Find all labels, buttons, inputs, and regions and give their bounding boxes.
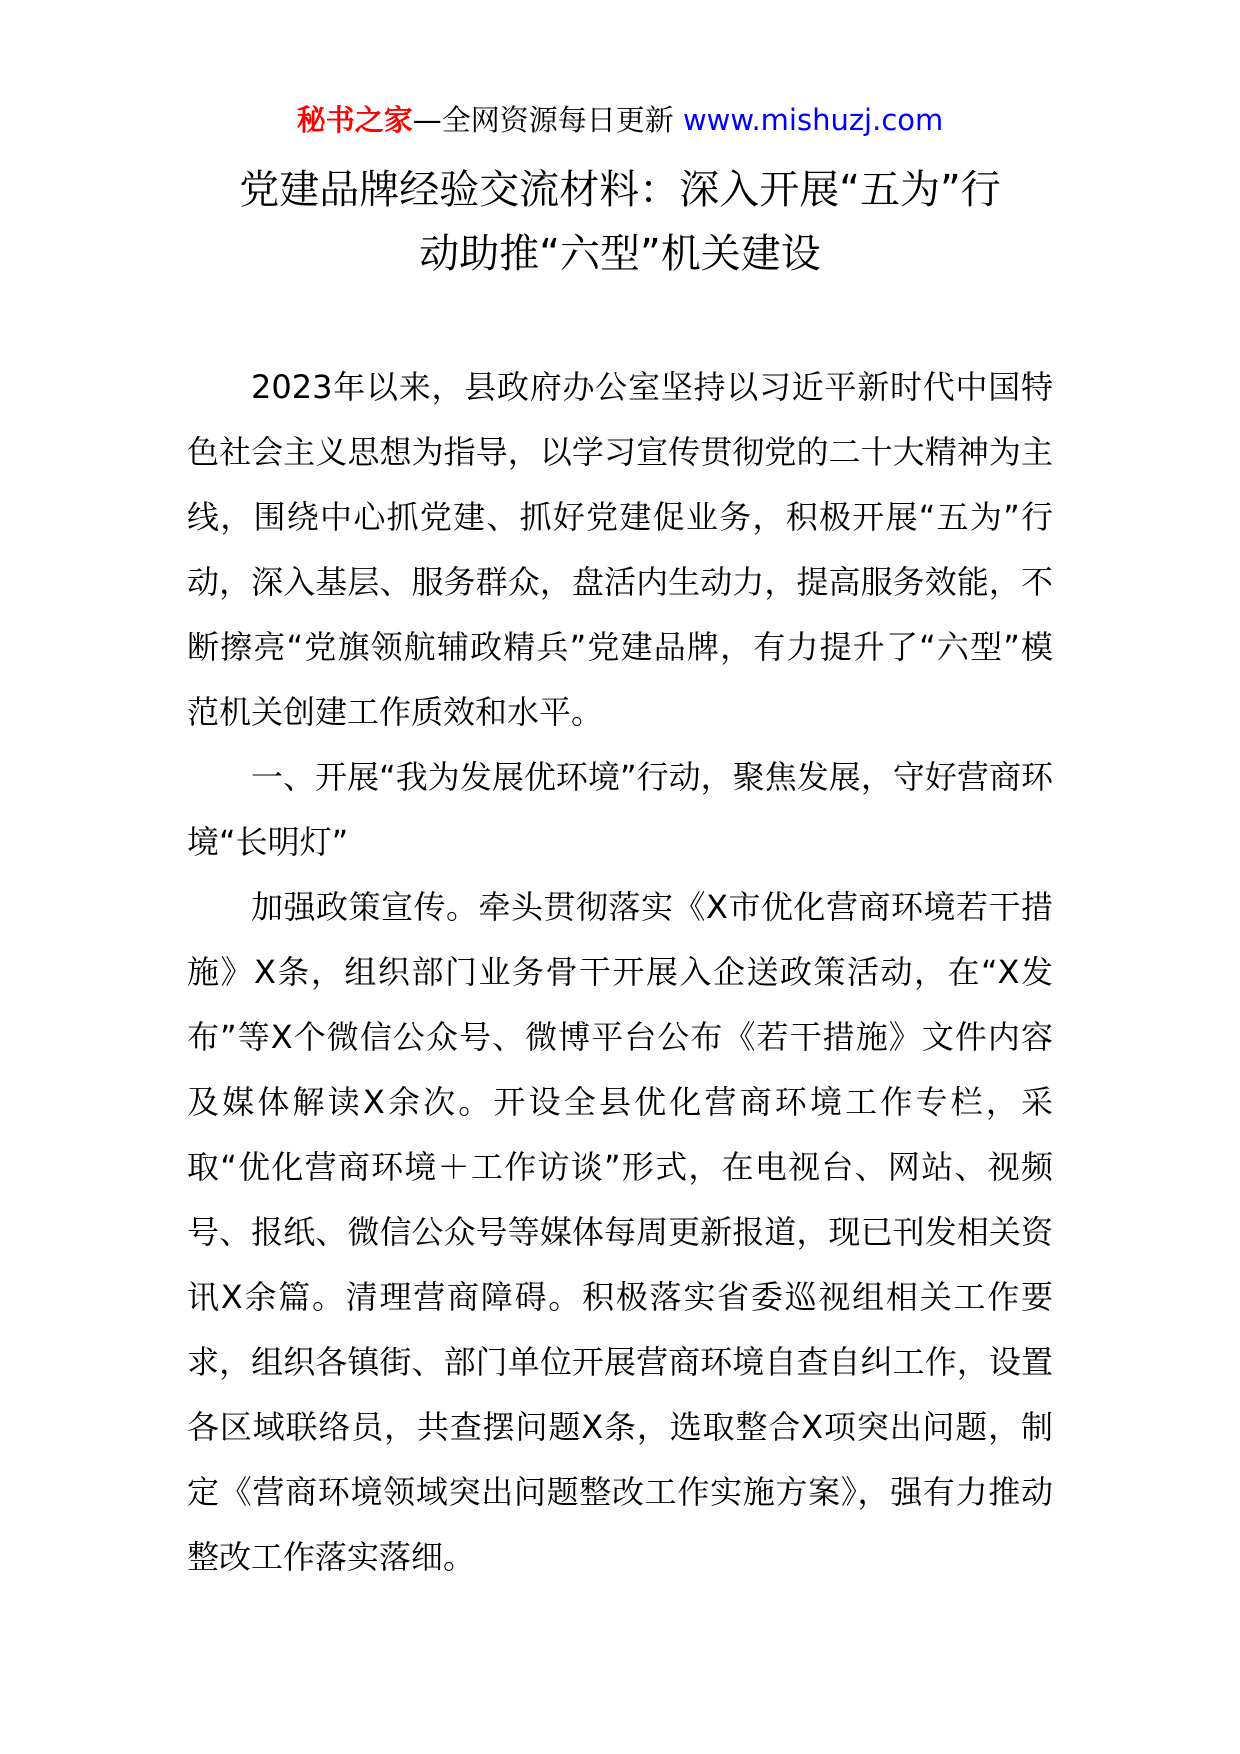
- body-paragraph: 加强政策宣传。牵头贯彻落实《X市优化营商环境若干措施》X条，组织部门业务骨干开展入企送政策活动，在“X发布”等X个微信公众号、微博平台公布《若干措施》文件内容及媒体解读X余次。开设全县优化营商环境工作专栏，采取“优化营商环境＋工作访谈”形式，在电视台、网站、视频号、报纸、微信公众号等媒体每周更新报道，现已刊发相关资讯X余篇。清理营商障碍。积极落实省委巡视组相关工作要求，组织各镇街、部门单位开展营商环境自查自纠工作，设置各区域联络员，共查摆问题X条，选取整合X项突出问题，制定《营商环境领域突出问题整改工作实施方案》，强有力推动整改工作落实落细。: [187, 888, 1053, 1576]
- intro-paragraph: 2023年以来，县政府办公室坚持以习近平新时代中国特色社会主义思想为指导，以学习宣传贯彻党的二十大精神为主线，围绕中心抓党建、抓好党建促业务，积极开展“五为”行动，深入基层、服务群众，盘活内生动力，提高服务效能，不断擦亮“党旗领航辅政精兵”党建品牌，有力提升了“六型”模范机关创建工作质效和水平。: [187, 368, 1053, 731]
- site-header: [0, 100, 1240, 140]
- document-title-line-2: 动助推“六型”机关建设: [419, 231, 821, 277]
- document-body: [187, 355, 1053, 1590]
- document-title-line-1: 党建品牌经验交流材料：深入开展“五为”行: [239, 167, 1001, 213]
- document-title: [160, 158, 1080, 286]
- site-brand: 秘书之家: [296, 103, 413, 137]
- section-heading-1: 一、开展“我为发展优环境”行动，聚焦发展，守好营商环境“长明灯”: [187, 758, 1053, 861]
- site-tagline: —全网资源每日更新: [412, 103, 674, 137]
- site-url-link[interactable]: www.mishuzj.com: [682, 103, 944, 137]
